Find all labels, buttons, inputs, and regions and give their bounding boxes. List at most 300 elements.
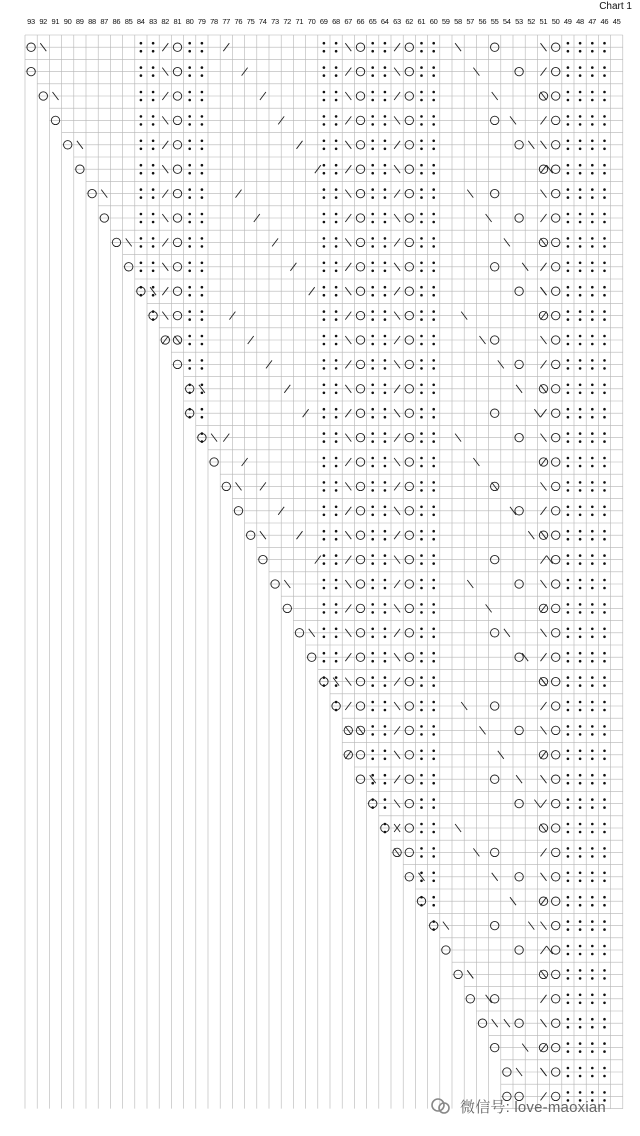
purl-dot: [567, 684, 570, 687]
purl-dot: [371, 676, 374, 679]
purl-dot: [371, 684, 374, 687]
purl-dot: [567, 530, 570, 533]
purl-dot: [420, 733, 423, 736]
purl-dot: [579, 1050, 582, 1053]
purl-dot: [323, 384, 326, 387]
purl-dot: [420, 628, 423, 631]
purl-dot: [335, 587, 338, 590]
purl-dot: [335, 554, 338, 557]
column-number: 67: [344, 17, 353, 26]
purl-dot: [603, 611, 606, 614]
purl-dot: [567, 855, 570, 858]
purl-dot: [603, 994, 606, 997]
purl-dot: [432, 392, 435, 395]
purl-dot: [188, 294, 191, 297]
column-number: 62: [405, 17, 414, 26]
purl-dot: [591, 709, 594, 712]
purl-dot: [335, 286, 338, 289]
purl-dot: [432, 66, 435, 69]
purl-dot: [591, 188, 594, 191]
purl-dot: [201, 270, 204, 273]
purl-dot: [384, 91, 387, 94]
purl-dot: [603, 831, 606, 834]
purl-dot: [432, 782, 435, 785]
purl-dot: [591, 270, 594, 273]
purl-dot: [384, 188, 387, 191]
purl-dot: [420, 91, 423, 94]
purl-dot: [420, 831, 423, 834]
purl-dot: [384, 562, 387, 565]
purl-dot: [371, 221, 374, 224]
purl-dot: [432, 896, 435, 899]
purl-dot: [371, 440, 374, 443]
purl-dot: [579, 562, 582, 565]
purl-dot: [432, 416, 435, 419]
purl-dot: [140, 148, 143, 151]
purl-dot: [432, 831, 435, 834]
column-number: 59: [441, 17, 450, 26]
column-number: 58: [454, 17, 462, 26]
purl-dot: [140, 66, 143, 69]
purl-dot: [591, 684, 594, 687]
purl-dot: [603, 806, 606, 809]
purl-dot: [420, 701, 423, 704]
purl-dot: [432, 221, 435, 224]
purl-dot: [603, 286, 606, 289]
purl-dot: [579, 318, 582, 321]
purl-dot: [567, 123, 570, 126]
purl-dot: [201, 188, 204, 191]
purl-dot: [323, 628, 326, 631]
purl-dot: [420, 676, 423, 679]
purl-dot: [384, 709, 387, 712]
purl-dot: [432, 758, 435, 761]
purl-dot: [140, 42, 143, 45]
purl-dot: [371, 562, 374, 565]
purl-dot: [579, 489, 582, 492]
purl-dot: [432, 603, 435, 606]
purl-dot: [603, 74, 606, 77]
column-number: 46: [600, 17, 609, 26]
column-number: 66: [356, 17, 365, 26]
purl-dot: [579, 465, 582, 468]
purl-dot: [201, 115, 204, 118]
purl-dot: [384, 335, 387, 338]
purl-dot: [432, 432, 435, 435]
purl-dot: [420, 408, 423, 411]
purl-dot: [603, 164, 606, 167]
purl-dot: [371, 725, 374, 728]
column-number: 69: [319, 17, 328, 26]
purl-dot: [579, 701, 582, 704]
purl-dot: [384, 50, 387, 53]
purl-dot: [603, 798, 606, 801]
purl-dot: [432, 652, 435, 655]
purl-dot: [603, 392, 606, 395]
purl-dot: [591, 213, 594, 216]
purl-dot: [420, 489, 423, 492]
purl-dot: [384, 652, 387, 655]
column-number: 68: [332, 17, 340, 26]
purl-dot: [603, 750, 606, 753]
purl-dot: [420, 213, 423, 216]
purl-dot: [201, 196, 204, 199]
purl-dot: [201, 42, 204, 45]
purl-dot: [579, 928, 582, 931]
purl-dot: [420, 855, 423, 858]
purl-dot: [603, 408, 606, 411]
purl-dot: [201, 367, 204, 370]
purl-dot: [591, 196, 594, 199]
purl-dot: [420, 74, 423, 77]
purl-dot: [567, 603, 570, 606]
purl-dot: [591, 953, 594, 956]
purl-dot: [591, 416, 594, 419]
purl-dot: [603, 587, 606, 590]
purl-dot: [420, 99, 423, 102]
purl-dot: [335, 457, 338, 460]
purl-dot: [152, 50, 155, 53]
purl-dot: [201, 221, 204, 224]
purl-dot: [140, 123, 143, 126]
purl-dot: [591, 831, 594, 834]
purl-dot: [371, 701, 374, 704]
purl-dot: [335, 172, 338, 175]
purl-dot: [420, 262, 423, 265]
purl-dot: [420, 636, 423, 639]
purl-dot: [384, 262, 387, 265]
purl-dot: [335, 148, 338, 151]
purl-dot: [188, 367, 191, 370]
purl-dot: [567, 359, 570, 362]
purl-dot: [420, 237, 423, 240]
purl-dot: [579, 733, 582, 736]
purl-dot: [591, 294, 594, 297]
purl-dot: [371, 50, 374, 53]
purl-dot: [603, 628, 606, 631]
purl-dot: [384, 66, 387, 69]
purl-dot: [591, 172, 594, 175]
column-number: 45: [612, 17, 621, 26]
column-number: 90: [63, 17, 72, 26]
purl-dot: [371, 318, 374, 321]
purl-dot: [140, 115, 143, 118]
purl-dot: [603, 432, 606, 435]
purl-dot: [579, 91, 582, 94]
purl-dot: [567, 164, 570, 167]
purl-dot: [432, 457, 435, 460]
purl-dot: [323, 188, 326, 191]
purl-dot: [335, 465, 338, 468]
purl-dot: [371, 530, 374, 533]
purl-dot: [567, 733, 570, 736]
purl-dot: [323, 440, 326, 443]
purl-dot: [188, 335, 191, 338]
purl-dot: [567, 506, 570, 509]
purl-dot: [420, 294, 423, 297]
purl-dot: [188, 140, 191, 143]
purl-dot: [152, 42, 155, 45]
purl-dot: [335, 384, 338, 387]
purl-dot: [371, 91, 374, 94]
purl-dot: [432, 587, 435, 590]
purl-dot: [140, 196, 143, 199]
purl-dot: [603, 457, 606, 460]
purl-dot: [567, 1002, 570, 1005]
purl-dot: [188, 392, 191, 395]
purl-dot: [579, 367, 582, 370]
purl-dot: [579, 148, 582, 151]
purl-dot: [603, 367, 606, 370]
purl-dot: [579, 603, 582, 606]
purl-dot: [140, 213, 143, 216]
purl-dot: [420, 896, 423, 899]
purl-dot: [567, 701, 570, 704]
purl-dot: [371, 636, 374, 639]
purl-dot: [140, 294, 143, 297]
purl-dot: [152, 123, 155, 126]
purl-dot: [579, 774, 582, 777]
column-number: 80: [185, 17, 194, 26]
purl-dot: [432, 335, 435, 338]
purl-dot: [432, 123, 435, 126]
purl-dot: [579, 416, 582, 419]
purl-dot: [603, 91, 606, 94]
purl-dot: [335, 579, 338, 582]
purl-dot: [567, 294, 570, 297]
purl-dot: [335, 684, 338, 687]
purl-dot: [567, 880, 570, 883]
purl-dot: [420, 587, 423, 590]
purl-dot: [603, 318, 606, 321]
purl-dot: [567, 42, 570, 45]
purl-dot: [591, 91, 594, 94]
purl-dot: [152, 237, 155, 240]
purl-dot: [432, 530, 435, 533]
purl-dot: [335, 213, 338, 216]
purl-dot: [603, 904, 606, 907]
purl-dot: [384, 603, 387, 606]
purl-dot: [384, 823, 387, 826]
column-number: 87: [100, 17, 109, 26]
purl-dot: [432, 140, 435, 143]
column-number: 50: [551, 17, 560, 26]
purl-dot: [201, 408, 204, 411]
purl-dot: [579, 359, 582, 362]
purl-dot: [579, 798, 582, 801]
purl-dot: [371, 506, 374, 509]
purl-dot: [567, 994, 570, 997]
purl-dot: [335, 196, 338, 199]
purl-dot: [579, 904, 582, 907]
purl-dot: [432, 408, 435, 411]
purl-dot: [420, 148, 423, 151]
purl-dot: [335, 221, 338, 224]
purl-dot: [140, 99, 143, 102]
purl-dot: [335, 562, 338, 565]
purl-dot: [591, 725, 594, 728]
purl-dot: [188, 262, 191, 265]
purl-dot: [323, 164, 326, 167]
purl-dot: [603, 823, 606, 826]
purl-dot: [567, 1018, 570, 1021]
purl-dot: [323, 213, 326, 216]
purl-dot: [384, 676, 387, 679]
purl-dot: [567, 725, 570, 728]
purl-dot: [323, 123, 326, 126]
purl-dot: [335, 50, 338, 53]
purl-dot: [591, 262, 594, 265]
column-number: 49: [563, 17, 572, 26]
purl-dot: [591, 896, 594, 899]
purl-dot: [591, 335, 594, 338]
purl-dot: [579, 172, 582, 175]
purl-dot: [201, 140, 204, 143]
purl-dot: [384, 115, 387, 118]
purl-dot: [567, 969, 570, 972]
purl-dot: [591, 50, 594, 53]
purl-dot: [371, 384, 374, 387]
purl-dot: [152, 148, 155, 151]
purl-dot: [420, 343, 423, 346]
purl-dot: [567, 977, 570, 980]
purl-dot: [420, 554, 423, 557]
purl-dot: [591, 42, 594, 45]
purl-dot: [603, 221, 606, 224]
column-number: 73: [271, 17, 279, 26]
purl-dot: [371, 489, 374, 492]
purl-dot: [201, 66, 204, 69]
purl-dot: [323, 676, 326, 679]
purl-dot: [420, 196, 423, 199]
purl-dot: [420, 506, 423, 509]
purl-dot: [603, 636, 606, 639]
purl-dot: [603, 196, 606, 199]
purl-dot: [579, 50, 582, 53]
purl-dot: [420, 359, 423, 362]
purl-dot: [188, 115, 191, 118]
purl-dot: [591, 538, 594, 541]
purl-dot: [201, 91, 204, 94]
purl-dot: [323, 286, 326, 289]
purl-dot: [579, 42, 582, 45]
purl-dot: [371, 164, 374, 167]
purl-dot: [432, 855, 435, 858]
column-number: 82: [161, 17, 170, 26]
purl-dot: [335, 262, 338, 265]
purl-dot: [201, 213, 204, 216]
purl-dot: [432, 750, 435, 753]
purl-dot: [591, 977, 594, 980]
purl-dot: [335, 628, 338, 631]
purl-dot: [323, 262, 326, 265]
purl-dot: [579, 432, 582, 435]
purl-dot: [201, 245, 204, 248]
purl-dot: [140, 91, 143, 94]
purl-dot: [591, 628, 594, 631]
purl-dot: [603, 880, 606, 883]
purl-dot: [371, 310, 374, 313]
purl-dot: [579, 977, 582, 980]
column-number: 92: [39, 17, 48, 26]
purl-dot: [335, 611, 338, 614]
purl-dot: [323, 408, 326, 411]
purl-dot: [201, 343, 204, 346]
purl-dot: [603, 465, 606, 468]
purl-dot: [432, 148, 435, 151]
column-number: 83: [149, 17, 157, 26]
purl-dot: [603, 140, 606, 143]
wechat-official-icon: [430, 1097, 452, 1115]
purl-dot: [323, 91, 326, 94]
purl-dot: [591, 148, 594, 151]
purl-dot: [201, 294, 204, 297]
column-number: 52: [527, 17, 536, 26]
purl-dot: [432, 262, 435, 265]
purl-dot: [603, 1026, 606, 1029]
purl-dot: [152, 115, 155, 118]
purl-dot: [432, 660, 435, 663]
purl-dot: [432, 506, 435, 509]
purl-dot: [323, 684, 326, 687]
purl-dot: [603, 538, 606, 541]
purl-dot: [201, 318, 204, 321]
purl-dot: [371, 782, 374, 785]
purl-dot: [335, 270, 338, 273]
purl-dot: [140, 140, 143, 143]
column-number: 64: [380, 17, 389, 26]
purl-dot: [579, 457, 582, 460]
purl-dot: [591, 1018, 594, 1021]
purl-dot: [371, 432, 374, 435]
purl-dot: [579, 1002, 582, 1005]
purl-dot: [567, 318, 570, 321]
purl-dot: [335, 115, 338, 118]
purl-dot: [152, 294, 155, 297]
purl-dot: [323, 294, 326, 297]
purl-dot: [201, 359, 204, 362]
purl-dot: [579, 384, 582, 387]
purl-dot: [140, 245, 143, 248]
purl-dot: [432, 725, 435, 728]
purl-dot: [567, 896, 570, 899]
purl-dot: [371, 758, 374, 761]
purl-dot: [567, 823, 570, 826]
purl-dot: [323, 611, 326, 614]
purl-dot: [371, 709, 374, 712]
purl-dot: [567, 709, 570, 712]
purl-dot: [140, 50, 143, 53]
purl-dot: [603, 725, 606, 728]
purl-dot: [432, 213, 435, 216]
purl-dot: [432, 709, 435, 712]
purl-dot: [335, 318, 338, 321]
purl-dot: [384, 733, 387, 736]
purl-dot: [567, 384, 570, 387]
purl-dot: [603, 294, 606, 297]
purl-dot: [432, 99, 435, 102]
purl-dot: [420, 481, 423, 484]
purl-dot: [579, 847, 582, 850]
purl-dot: [323, 245, 326, 248]
purl-dot: [420, 140, 423, 143]
purl-dot: [579, 587, 582, 590]
purl-dot: [591, 660, 594, 663]
purl-dot: [384, 806, 387, 809]
purl-dot: [579, 164, 582, 167]
purl-dot: [603, 172, 606, 175]
purl-dot: [567, 611, 570, 614]
